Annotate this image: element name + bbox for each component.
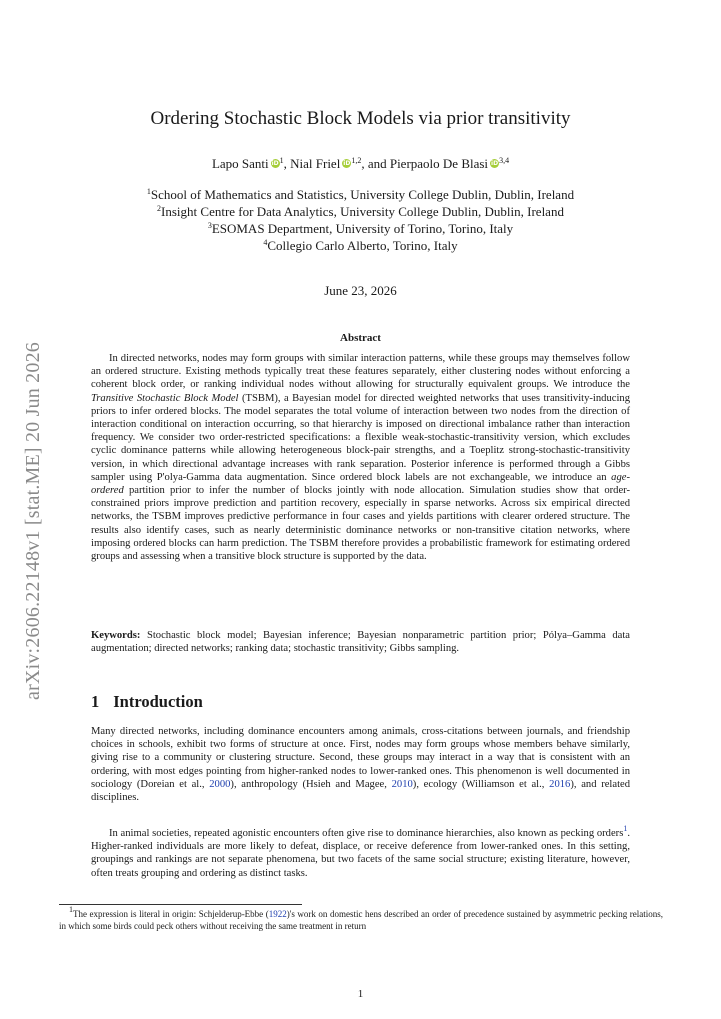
footnote-text: The expression is literal in origin: Schjelderup-Ebbe ( [73, 909, 269, 919]
abstract-emphasis: Transitive Stochastic Block Model [91, 392, 239, 404]
orcid-icon[interactable]: iD [343, 160, 351, 167]
section-heading [91, 692, 203, 712]
affiliation-list [0, 186, 721, 254]
keywords-label: Keywords: [91, 630, 141, 641]
affiliation-mark: 2 [157, 204, 162, 213]
intro-paragraph [91, 725, 630, 804]
author-separator: , and [361, 156, 390, 171]
paragraph-text: ), anthropology (Hsieh and Magee, [230, 778, 392, 790]
author-list [0, 156, 721, 172]
paragraph-text: In animal societies, repeated agonistic encounters often give rise to dominance hierarchies, also known as pecking orders [109, 828, 624, 839]
affiliation-line [0, 220, 721, 237]
footnote-mark: 1 [69, 905, 73, 914]
author-name: Lapo Santi [211, 156, 269, 171]
section-number: 1 [91, 692, 100, 711]
paper-title: Ordering Stochastic Block Models via prior transitivity [150, 108, 571, 129]
abstract-text: partition prior to infer the number of blocks jointly with node allocation. Simulation studies show that order-constrained priors improve prediction and partition recovery, especially in sparse networks. Across six empirical directed networks, the TSBM improves predictive performance in four cases and yields partitions with clearer ordered structure. The results also identify cases, such as nearly deterministic dominance networks or non-transitive citation networks, where imposing ordered blocks can harm prediction. The TSBM therefore provides a probabilistic framework for estimating ordered groups and assessing when a transitive block structure is supported by the data. [91, 485, 630, 563]
abstract-emphasis: age-ordered [91, 471, 630, 497]
arxiv-identifier-stamp: arXiv:2606.22148v1 [stat.ME] 20 Jun 2026 [22, 342, 44, 700]
author-affiliation-mark: 3,4 [499, 156, 510, 165]
footnote-text: )'s work on domestic hens described an order of precedence sustained by asymmetric pecking relations, in which some birds could peck others without receiving the same treatment in return [59, 909, 663, 931]
keywords-text: Stochastic block model; Bayesian inference; Bayesian nonparametric partition prior; Pólya–Gamma data augmentation; directed networks; ranking data; stochastic transitivity; Gibbs sampling. [91, 630, 630, 655]
affiliation-text: Collegio Carlo Alberto, Torino, Italy [267, 238, 458, 253]
paragraph-text: ), and related disciplines. [91, 778, 631, 804]
affiliation-line [0, 186, 721, 203]
abstract-body [91, 352, 630, 563]
intro-paragraph [91, 824, 630, 880]
author-name: Nial Friel [290, 156, 341, 171]
citation-link[interactable]: 2016 [549, 778, 571, 790]
page-number: 1 [357, 988, 364, 1000]
orcid-icon[interactable]: iD [491, 160, 499, 167]
abstract-text: In directed networks, nodes may form groups with similar interaction patterns, while these groups may themselves follow an ordered structure. Existing methods typically treat these features separately, either clustering nodes without enforcing a coherent block order, or ranking individual nodes without allowing for structurally equivalent groups. We introduce the [91, 353, 630, 391]
paragraph-text: Many directed networks, including dominance encounters among animals, cross-citations between journals, and friendship choices in schools, exhibit two forms of structure at once. First, nodes may form groups whose members behave similarly, giving rise to a community or clustering structure. Second, these groups may interact in a way that is consistent with an ordering, with most edges pointing from higher-ranked nodes to lower-ranked ones. This phenomenon is well documented in sociology (Doreian et al., [91, 726, 630, 790]
orcid-icon[interactable]: iD [271, 160, 279, 167]
affiliation-line [0, 237, 721, 254]
author-affiliation-mark: 1 [279, 156, 284, 165]
affiliation-mark: 1 [146, 187, 151, 196]
affiliation-line [0, 203, 721, 220]
affiliation-mark: 3 [207, 221, 212, 230]
footnote [59, 905, 663, 932]
affiliation-text: School of Mathematics and Statistics, University College Dublin, Dublin, Ireland [150, 187, 575, 202]
citation-link[interactable]: 2010 [391, 778, 413, 790]
author-name: Pierpaolo De Blasi [389, 156, 489, 171]
publication-date: June 23, 2026 [324, 283, 397, 298]
affiliation-mark: 4 [263, 238, 268, 247]
citation-link[interactable]: 1922 [268, 909, 287, 919]
paragraph-text: ), ecology (Williamson et al., [412, 778, 550, 790]
affiliation-text: ESOMAS Department, University of Torino, Torino, Italy [211, 221, 514, 236]
author-affiliation-mark: 1,2 [351, 156, 362, 165]
citation-link[interactable]: 2000 [209, 778, 231, 790]
footnote-rule [59, 904, 302, 905]
paragraph-text: . Higher-ranked individuals are more likely to defeat, displace, or receive deference from lower-ranked ones. In this setting, groupings and rankings are not separate phenomena, but two facets of the same social structure; existing literature, however, often treats grouping and ordering as distinct tasks. [91, 828, 630, 879]
section-title: Introduction [113, 692, 203, 711]
affiliation-text: Insight Centre for Data Analytics, University College Dublin, Dublin, Ireland [161, 204, 564, 219]
footnote-link[interactable]: 1 [623, 824, 628, 833]
abstract-heading: Abstract [340, 332, 381, 344]
abstract-text: (TSBM), a Bayesian model for directed weighted networks that uses transitivity-inducing priors to infer ordered blocks. The model separates the total volume of interaction between two nodes from the direction of interaction conditional on interaction occurring, so that hierarchy is imposed on directional imbalance rather than interaction frequency. We consider two order-restricted specifications: a flexible weak-stochastic-transitivity version, which excludes cyclic dominance patterns while allowing heterogeneous block-pair strengths, and a Toeplitz strong-stochastic-transitivity version, in which directional advantage increases with rank separation. Posterior inference is performed through a Gibbs sampler using P'olya-Gamma data augmentation. Since ordered block labels are not exchangeable, we introduce an [91, 392, 630, 483]
keywords [91, 629, 630, 655]
author-separator: , [283, 156, 291, 171]
